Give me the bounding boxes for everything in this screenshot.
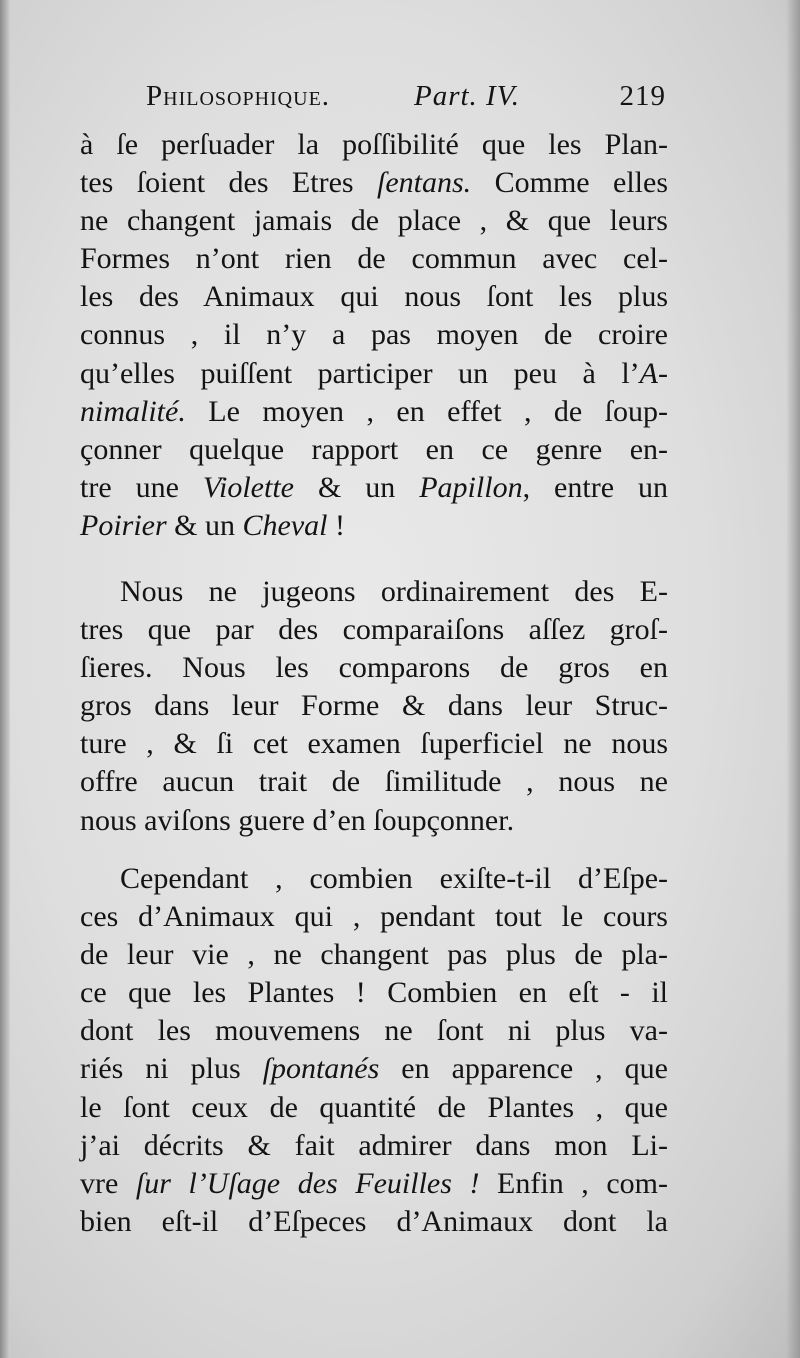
text-line	[80, 974, 668, 1012]
text-line	[80, 573, 668, 611]
page-number: 219	[619, 80, 666, 112]
text-line	[80, 126, 668, 164]
text-line	[80, 687, 668, 725]
text-run: tres que par des comparaiſons aſſez groſ-	[80, 613, 668, 647]
text-run: & un	[293, 470, 420, 504]
text-line	[80, 936, 668, 974]
italic-text: ſentans.	[377, 166, 472, 200]
text-run: tre une	[80, 470, 203, 504]
text-run: offre aucun trait de ſimilitude , nous ne	[80, 765, 668, 799]
text-line	[80, 649, 668, 687]
text-run: tes ſoient des Etres	[80, 166, 377, 200]
text-line	[80, 1203, 668, 1241]
paragraph	[80, 860, 668, 1241]
text-run: ce que les Plantes ! Combien en eſt - il	[80, 976, 668, 1010]
text-run: ture , & ſi cet examen ſuperficiel ne nous	[80, 727, 668, 761]
text-run: vre	[80, 1166, 136, 1200]
paragraph	[80, 126, 668, 545]
text-line	[80, 1165, 668, 1203]
text-line	[80, 1012, 668, 1050]
running-header	[146, 74, 666, 118]
text-line	[80, 469, 668, 507]
text-line	[80, 316, 668, 354]
text-run: , entre un	[522, 470, 668, 504]
text-line	[80, 1089, 668, 1127]
text-line	[80, 898, 668, 936]
text-run: çonner quelque rapport en ce genre en-	[80, 432, 668, 466]
italic-text: nimalité.	[80, 394, 186, 428]
text-run: nous aviſons guere d’en ſoupçonner.	[80, 803, 515, 837]
italic-text: Cheval	[242, 508, 328, 542]
italic-text: Papillon	[419, 470, 523, 504]
text-run: le ſont ceux de quantité de Plantes , que	[80, 1090, 668, 1124]
page-left-edge	[0, 0, 10, 1358]
text-run: en apparence , que	[379, 1052, 668, 1086]
text-line	[80, 431, 668, 469]
text-line	[80, 860, 668, 898]
text-run: j’ai décrits & fait admirer dans mon Li-	[80, 1128, 668, 1162]
text-line	[80, 278, 668, 316]
text-line	[80, 393, 668, 431]
paragraph	[80, 573, 668, 840]
text-run: & un	[166, 508, 243, 542]
text-line	[80, 611, 668, 649]
text-run: qu’elles puiſſent participer un peu à l’	[80, 356, 640, 390]
text-run: les des Animaux qui nous ſont les plus	[80, 280, 668, 314]
text-run: ſieres. Nous les comparons de gros en	[80, 651, 668, 685]
text-run: Comme elles	[471, 166, 668, 200]
text-run: à ſe perſuader la poſſibilité que les Plan-	[80, 128, 668, 161]
text-run: gros dans leur Forme & dans leur Struc-	[80, 689, 668, 723]
text-run: !	[327, 508, 345, 542]
italic-text: A-	[639, 356, 668, 390]
text-run: riés ni plus	[80, 1052, 263, 1086]
text-line	[80, 763, 668, 801]
italic-text: ſur l’Uſage des Feuilles !	[135, 1166, 480, 1200]
italic-text: Poirier	[80, 508, 167, 542]
text-line	[80, 202, 668, 240]
text-run: bien eſt-il d’Eſpeces d’Animaux dont la	[80, 1204, 668, 1238]
italic-text: ſpontanés	[262, 1052, 380, 1086]
text-run: Cependant , combien exiſte-t-il d’Eſpe-	[120, 862, 668, 895]
text-run: Nous ne jugeons ordinairement des E-	[120, 575, 668, 608]
text-line	[80, 507, 668, 545]
text-line	[80, 725, 668, 763]
running-title: Philosophique.	[146, 80, 331, 112]
text-line	[80, 802, 668, 840]
text-run: ne changent jamais de place , & que leurs	[80, 204, 668, 238]
part-number: Part. IV.	[414, 80, 520, 112]
text-line	[80, 164, 668, 202]
page-right-edge	[786, 0, 800, 1358]
text-run: Enfin , com-	[479, 1166, 668, 1200]
text-run: Formes n’ont rien de commun avec cel-	[80, 242, 668, 276]
text-run: Le moyen , en effet , de ſoup-	[185, 394, 668, 428]
italic-text: Violette	[202, 470, 294, 504]
text-run: de leur vie , ne changent pas plus de pla-	[80, 938, 668, 972]
text-line	[80, 1127, 668, 1165]
text-line	[80, 1050, 668, 1088]
text-run: connus , il n’y a pas moyen de croire	[80, 318, 668, 352]
text-run: dont les mouvemens ne ſont ni plus va-	[80, 1014, 668, 1048]
text-run: ces d’Animaux qui , pendant tout le cours	[80, 900, 668, 934]
text-line	[80, 240, 668, 278]
text-line	[80, 355, 668, 393]
